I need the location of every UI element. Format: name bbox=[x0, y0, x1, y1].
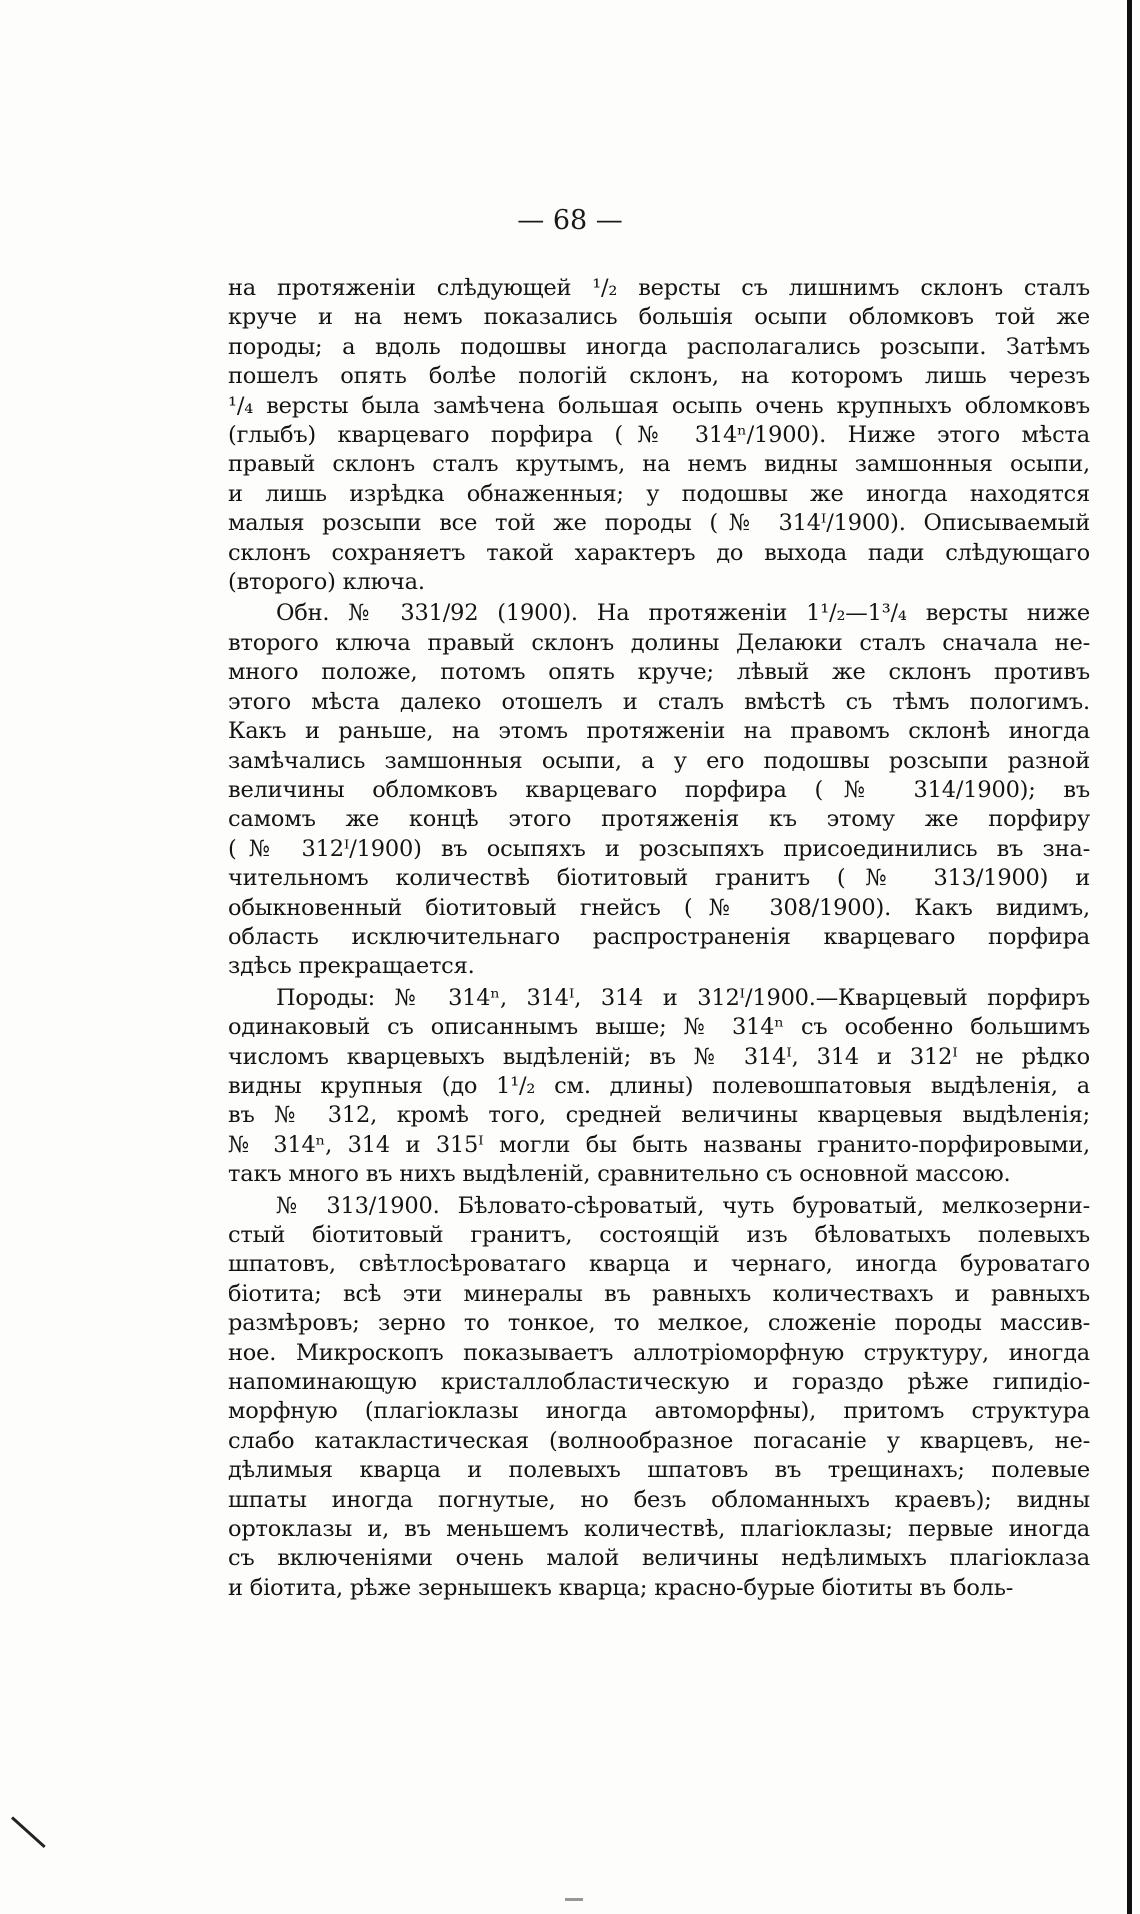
text-line: Обн. № 331/92 (1900). На протяженіи 1¹/₂—1³/₄ версты ниже bbox=[276, 600, 1090, 627]
text-line: ное. Микроскопъ показываетъ аллотріоморфную структуру, иногда bbox=[228, 1339, 1090, 1366]
text-line: (глыбъ) кварцеваго порфира (№ 314ⁿ/1900). Ниже этого мѣста bbox=[228, 422, 1090, 449]
text-line: такъ много въ нихъ выдѣленій, сравнительно съ основной массою. bbox=[228, 1161, 1011, 1188]
text-line: второго ключа правый склонъ долины Делаюки сталъ сначала не- bbox=[228, 629, 1090, 656]
text-line: видны крупныя (до 1¹/₂ см. длины) полевошпатовыя выдѣленія, а bbox=[228, 1072, 1090, 1099]
text-line: напоминающую кристаллобластическую и гораздо рѣже гипидіо- bbox=[228, 1369, 1090, 1396]
text-line: Породы: № 314ⁿ, 314ᴵ, 314 и 312ᴵ/1900.—Кварцевый порфиръ bbox=[276, 984, 1090, 1011]
text-line: № 313/1900. Бѣловато-сѣроватый, чуть буроватый, мелкозерни- bbox=[276, 1192, 1090, 1219]
text-line: самомъ же концѣ этого протяженія къ этому же порфиру bbox=[228, 806, 1090, 833]
text-line: круче и на немъ показались большія осыпи обломковъ той же bbox=[228, 304, 1090, 331]
text-line: пошелъ опять болѣе пологій склонъ, на которомъ лишь черезъ bbox=[228, 363, 1090, 390]
text-line: обыкновенный біотитовый гнейсъ (№ 308/1900). Какъ видимъ, bbox=[228, 894, 1090, 921]
text-line: Какъ и раньше, на этомъ протяженіи на правомъ склонѣ иногда bbox=[228, 718, 1090, 745]
text-line: ¹/₄ версты была замѣчена большая осыпь очень крупныхъ обломковъ bbox=[228, 392, 1090, 419]
scan-smudge bbox=[565, 1898, 583, 1901]
text-line: (№ 312ᴵ/1900) въ осыпяхъ и розсыпяхъ присоединились въ зна- bbox=[228, 835, 1090, 862]
body-text bbox=[228, 274, 1090, 1603]
text-line: и біотита, рѣже зернышекъ кварца; красно-бурые біотиты въ боль- bbox=[228, 1574, 1014, 1601]
text-line: шпатовъ, свѣтлосѣроватаго кварца и чернаго, иногда буроватаго bbox=[228, 1251, 1090, 1278]
text-line: породы; а вдоль подошвы иногда располагались розсыпи. Затѣмъ bbox=[228, 333, 1090, 360]
text-line: здѣсь прекращается. bbox=[228, 953, 475, 980]
text-line: дѣлимыя кварца и полевыхъ шпатовъ въ трещинахъ; полевые bbox=[228, 1457, 1090, 1484]
text-line: № 314ⁿ, 314 и 315ᴵ могли бы быть названы гранито-порфировыми, bbox=[228, 1131, 1090, 1158]
text-line: съ включеніями очень малой величины недѣлимыхъ плагіоклаза bbox=[228, 1545, 1090, 1572]
text-line: ортоклазы и, въ меньшемъ количествѣ, плагіоклазы; первые иногда bbox=[228, 1516, 1090, 1543]
text-line: слабо катакластическая (волнообразное погасаніе у кварцевъ, не- bbox=[228, 1427, 1090, 1454]
text-line: числомъ кварцевыхъ выдѣленій; въ № 314ᴵ, 314 и 312ᴵ не рѣдко bbox=[228, 1043, 1090, 1070]
text-line: на протяженіи слѣдующей ¹/₂ версты съ лишнимъ склонъ сталъ bbox=[228, 275, 1090, 301]
text-line: склонъ сохраняетъ такой характеръ до выхода пади слѣдующаго bbox=[228, 539, 1090, 566]
text-line: (второго) ключа. bbox=[228, 569, 425, 596]
text-line: и лишь изрѣдка обнаженныя; у подошвы же иногда находятся bbox=[228, 480, 1090, 507]
text-line: малыя розсыпи все той же породы (№ 314ᴵ/1900). Описываемый bbox=[228, 510, 1090, 537]
text-line: въ № 312, кромѣ того, средней величины кварцевыя выдѣленія; bbox=[228, 1102, 1090, 1129]
text-line: замѣчались замшонныя осыпи, а у его подошвы розсыпи разной bbox=[228, 747, 1090, 774]
text-line: правый склонъ сталъ крутымъ, на немъ видны замшонныя осыпи, bbox=[228, 451, 1090, 478]
text-line: область исключительнаго распространенія кварцеваго порфира bbox=[228, 923, 1090, 950]
text-line: стый біотитовый гранитъ, состоящій изъ бѣловатыхъ полевыхъ bbox=[228, 1222, 1090, 1248]
text-line: шпаты иногда погнутые, но безъ обломанныхъ краевъ); видны bbox=[228, 1486, 1090, 1513]
page-binding-edge bbox=[1127, 0, 1132, 1914]
text-line: величины обломковъ кварцеваго порфира (№ 314/1900); въ bbox=[228, 776, 1090, 803]
text-line: одинаковый съ описаннымъ выше; № 314ⁿ съ особенно большимъ bbox=[228, 1014, 1090, 1041]
text-line: біотита; всѣ эти минералы въ равныхъ количествахъ и равныхъ bbox=[228, 1280, 1090, 1307]
page-number: — 68 — bbox=[517, 205, 623, 236]
scan-mark bbox=[11, 1816, 46, 1848]
text-line: размѣровъ; зерно то тонкое, то мелкое, сложеніе породы массив- bbox=[228, 1310, 1090, 1337]
text-line: морфную (плагіоклазы иногда автоморфны), притомъ структура bbox=[228, 1398, 1090, 1425]
text-line: этого мѣста далеко отошелъ и сталъ вмѣстѣ съ тѣмъ пологимъ. bbox=[228, 688, 1090, 715]
text-line: чительномъ количествѣ біотитовый гранитъ (№ 313/1900) и bbox=[228, 865, 1090, 892]
text-line: много положе, потомъ опять круче; лѣвый же склонъ противъ bbox=[228, 659, 1090, 686]
